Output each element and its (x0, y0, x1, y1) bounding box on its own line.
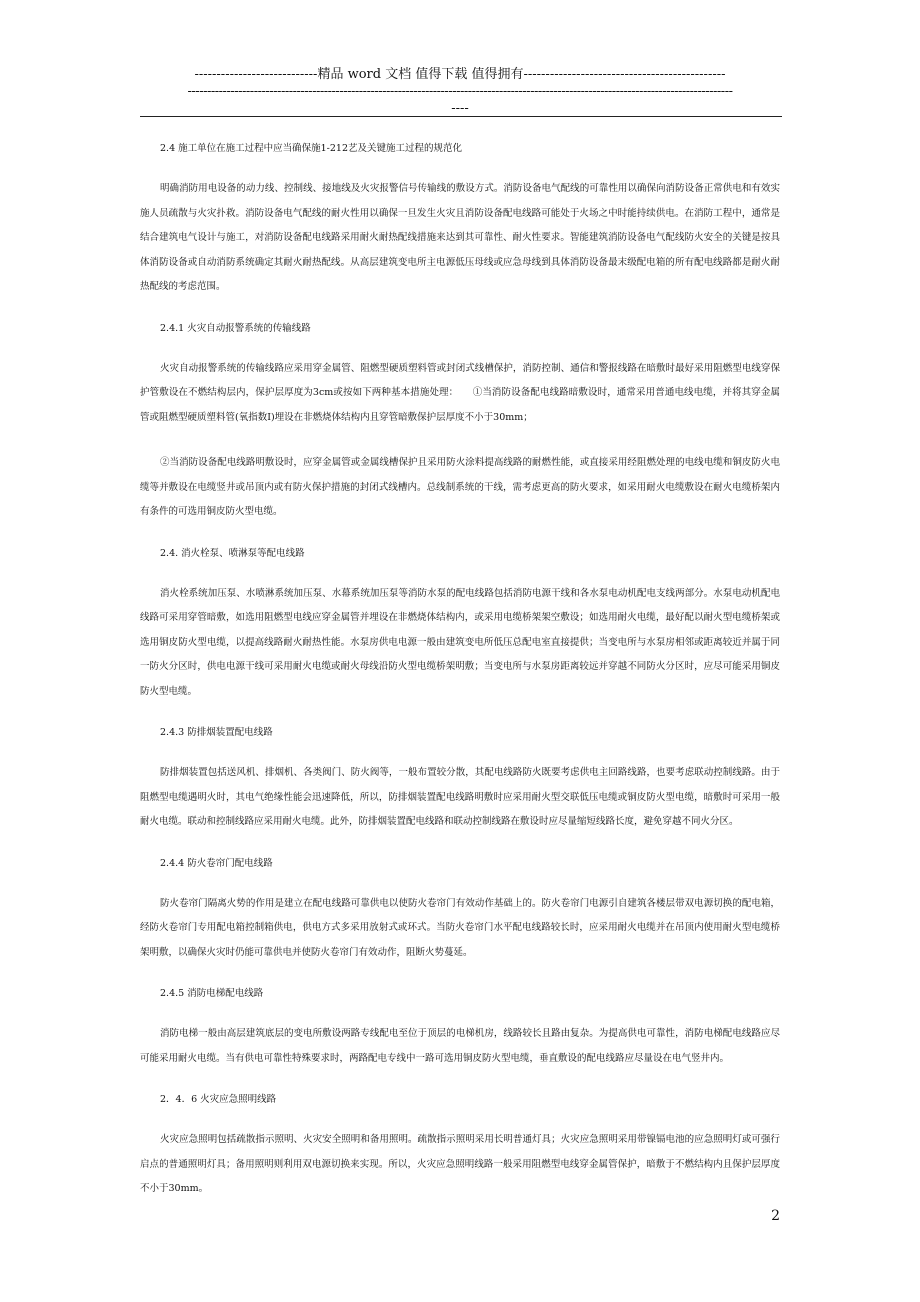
header-line-1: ----------------------------精品 word 文档 值得下载 值得拥有---------------------------------------------- (194, 67, 726, 82)
header-rule (140, 116, 782, 117)
paragraph: ②当消防设备配电线路明敷设时，应穿金属管或金属线槽保护且采用防火涂料提高线路的耐燃性能，或直接采用经阻燃处理的电线电缆和铜皮防火电缆等并敷设在电缆竖井或吊顶内或有防火保护措施的封闭式线槽内。总线制系统的干线，需考虑更高的防火要求，如采用耐火电缆敷设在耐火电缆桥架内有条件的可选用铜皮防火型电缆。 (140, 457, 780, 517)
header-line-2: -------------------------------------------------------------------------------------------------------------------------------------------- (187, 84, 733, 99)
section-2-4-2 (140, 546, 780, 705)
section-heading: 2.4.3 防排烟装置配电线路 (160, 727, 273, 738)
section-heading: 2.4. 消火栓泵、喷淋泵等配电线路 (160, 547, 305, 559)
header-line-3: ---- (451, 101, 469, 116)
section-2-4-3 (140, 725, 780, 835)
paragraph: 火灾应急照明包括疏散指示照明、火灾安全照明和备用照明。疏散指示照明采用长明普通灯具；火灾应急照明采用带镍镉电池的应急照明灯或可强行启点的普通照明灯具；备用照明则利用双电源切换来实现。所以，火灾应急照明线路一般采用阻燃型电线穿金属管保护，暗敷于不燃结构内且保护层厚度不小于30mm。 (140, 1134, 780, 1194)
page-header (140, 66, 780, 117)
section-2-4 (140, 141, 780, 300)
section-heading: 2．4．6 火灾应急照明线路 (160, 1094, 277, 1105)
paragraph: 消防电梯一般由高层建筑底层的变电所敷设两路专线配电至位于顶层的电梯机房，线路较长且路由复杂。为提高供电可靠性，消防电梯配电线路应尽可能采用耐火电缆。当有供电可靠性特殊要求时，两路配电专线中一路可选用铜皮防火型电缆，垂直敷设的配电线路应尽量设在电气竖井内。 (140, 1028, 780, 1064)
section-heading: 2.4 施工单位在施工过程中应当确保施1-212艺及关键施工过程的规范化 (160, 143, 463, 154)
section-heading: 2.4.1 火灾自动报警系统的传输线路 (160, 322, 311, 334)
section-2-4-1 (140, 321, 780, 525)
section-heading: 2.4.5 消防电梯配电线路 (160, 988, 264, 999)
document-body (140, 141, 780, 1215)
section-2-4-4 (140, 856, 780, 966)
section-heading: 2.4.4 防火卷帘门配电线路 (160, 857, 273, 869)
paragraph: 防火卷帘门隔离火势的作用是建立在配电线路可靠供电以使防火卷帘门有效动作基础上的。防火卷帘门电源引自建筑各楼层带双电源切换的配电箱，经防火卷帘门专用配电箱控制箱供电，供电方式多采用放射式或环式。当防火卷帘门水平配电线路较长时，应采用耐火电缆并在吊顶内使用耐火型电缆桥架明敷，以确保火灾时仍能可靠供电并使防火卷帘门有效动作，阻断火势蔓延。 (140, 897, 780, 958)
paragraph: 火灾自动报警系统的传输线路应采用穿金属管、阻燃型硬质塑料管或封闭式线槽保护，消防控制、通信和警报线路在暗敷时最好采用阻燃型电线穿保护管敷设在不燃结构层内，保护层厚度为3cm或按如下两种基本措施处理： ①当消防设备配电线路暗敷设时，通常采用普通电线电缆，并将其穿金属管或阻燃型硬质塑料管(氧指数I)埋设在非燃烧体结构内且穿管暗敷保护层厚度不小于30mm； (140, 362, 780, 423)
section-2-4-5 (140, 986, 780, 1071)
paragraph: 消火栓系统加压泵、水喷淋系统加压泵、水幕系统加压泵等消防水泵的配电线路包括消防电源干线和各水泵电动机配电支线两部分。水泵电动机配电线路可采用穿管暗敷，如选用阻燃型电线应穿金属管并埋设在非燃烧体结构内，或采用电缆桥架架空敷设；如选用耐火电缆，最好配以耐火型电缆桥架或选用铜皮防火型电缆，以提高线路耐火耐热性能。水泵房供电电源一般由建筑变电所低压总配电室直接提供；当变电所与水泵房相邻或距离较近并属于同一防火分区时，供电电源干线可采用耐火电缆或耐火母线沿防火型电缆桥架明敷；当变电所与水泵房距离较远并穿越不同防火分区时，应尽可能采用铜皮防火型电缆。 (140, 587, 780, 697)
section-2-4-6 (140, 1092, 780, 1202)
paragraph: 防排烟装置包括送风机、排烟机、各类阀门、防火阀等，一般布置较分散，其配电线路防火既要考虑供电主回路线路，也要考虑联动控制线路。由于阻燃型电缆遇明火时，其电气绝缘性能会迅速降低，所以，防排烟装置配电线路明敷时应采用耐火型交联低压电缆或铜皮防火型电缆，暗敷时可采用一般耐火电缆。联动和控制线路应采用耐火电缆。此外，防排烟装置配电线路和联动控制线路在敷设时应尽量缩短线路长度，避免穿越不同火分区。 (140, 767, 780, 827)
page-number: 2 (771, 1208, 780, 1224)
paragraph: 明确消防用电设备的动力线、控制线、接地线及火灾报警信号传输线的敷设方式。消防设备电气配线的可靠性用以确保向消防设备正常供电和有效实施人员疏散与火灾扑救。消防设备电气配线的耐火性用以确保一旦发生火灾且消防设备配电线路可能处于火场之中时能持续供电。在消防工程中，通常是结合建筑电气设计与施工，对消防设备配电线路采用耐火耐热配线措施来达到其可靠性、耐火性要求。智能建筑消防设备电气配线防火安全的关键是按具体消防设备或自动消防系统确定其耐火耐热配线。从高层建筑变电所主电源低压母线或应急母线到具体消防设备最末级配电箱的所有配电线路都是耐火耐热配线的考虑范围。 (140, 183, 780, 292)
